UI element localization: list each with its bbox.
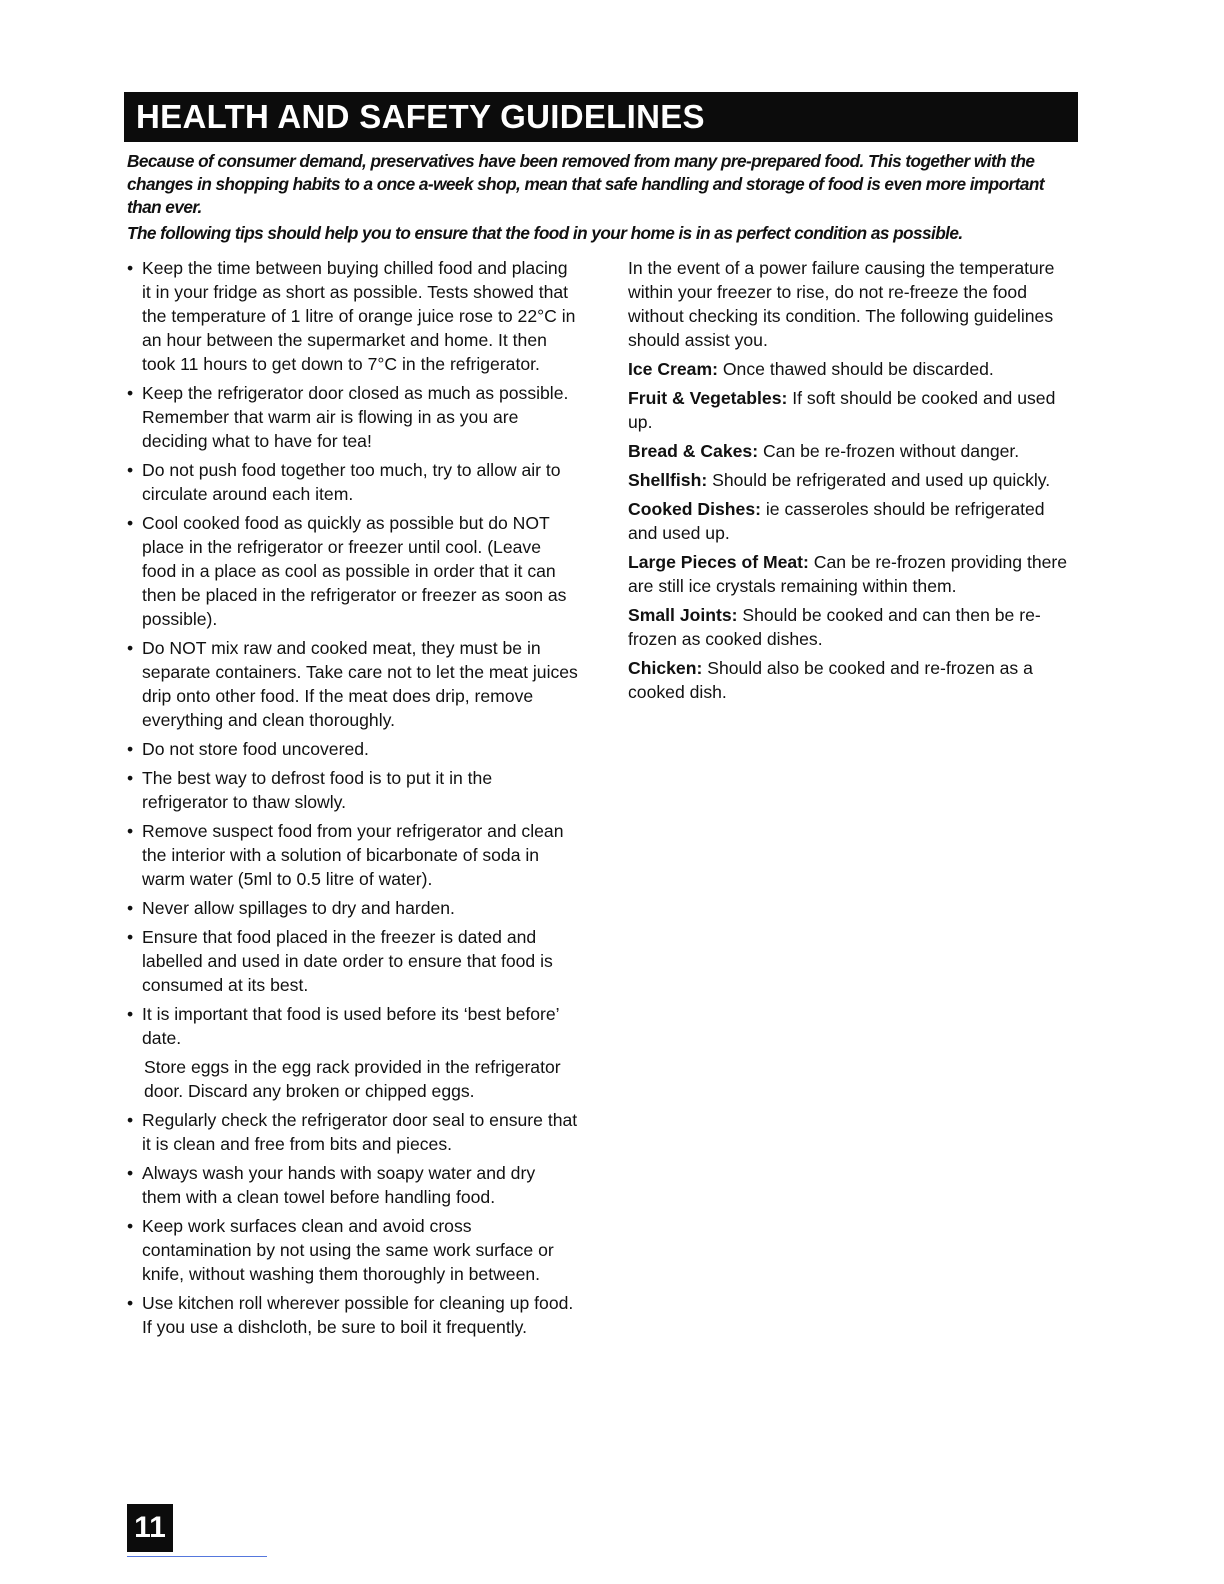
food-text: Should be cooked and can then be re-frozen as cooked dishes.: [628, 605, 1041, 649]
bullet-icon: •: [127, 1004, 134, 1024]
list-item: [127, 1291, 579, 1339]
tip-text: Do not push food together too much, try to allow air to circulate around each item.: [142, 460, 561, 504]
list-item: [127, 766, 579, 814]
food-label: Shellfish:: [628, 470, 708, 490]
tip-text: Use kitchen roll wherever possible for cleaning up food. If you use a dishcloth, be sure to boil it frequently.: [142, 1293, 574, 1337]
tips-column: [127, 256, 579, 1344]
food-label: Chicken:: [628, 658, 703, 678]
food-label: Ice Cream:: [628, 359, 718, 379]
bullet-icon: •: [127, 1216, 134, 1236]
tip-text: Never allow spillages to dry and harden.: [142, 898, 455, 918]
bullet-icon: •: [127, 258, 134, 278]
tip-text: It is important that food is used before its ‘best before’ date.: [142, 1004, 559, 1048]
page-number: 11: [127, 1504, 173, 1552]
food-text: Should also be cooked and re-frozen as a cooked dish.: [628, 658, 1033, 702]
bullet-icon: •: [127, 460, 134, 480]
tip-text: Cool cooked food as quickly as possible but do NOT place in the refrigerator or freezer until cool. (Leave food in a place as cool as possible in order that it can then be placed in the refrigerator or freezer as soon as possible).: [142, 513, 567, 629]
list-item: [127, 1002, 579, 1050]
power-failure-column: [628, 256, 1078, 709]
food-label: Bread & Cakes:: [628, 441, 759, 461]
footer-divider: [127, 1556, 267, 1557]
list-item: [127, 1214, 579, 1286]
food-text: If soft should be cooked and used up.: [628, 388, 1056, 432]
tip-text: Always wash your hands with soapy water and dry them with a clean towel before handling food.: [142, 1163, 536, 1207]
tip-text: Do NOT mix raw and cooked meat, they must be in separate containers. Take care not to let the meat juices drip onto other food. If the meat does drip, remove everything and clean thoroughly.: [142, 638, 578, 730]
tip-text: Keep the time between buying chilled food and placing it in your fridge as short as possible. Tests showed that the temperature of 1 litre of orange juice rose to 22°C in an hour between the supermarket and home. It then took 11 hours to get down to 7°C in the refrigerator.: [142, 258, 576, 374]
list-item: [127, 819, 579, 891]
tip-text: Ensure that food placed in the freezer is dated and labelled and used in date order to ensure that food is consumed at its best.: [142, 927, 553, 995]
food-guideline: [628, 468, 1078, 492]
food-guideline: [628, 656, 1078, 704]
bullet-icon: •: [127, 927, 134, 947]
list-item: [127, 737, 579, 761]
list-item: [127, 256, 579, 376]
intro-paragraph-1: Because of consumer demand, preservatives have been removed from many pre-prepared food. This together with the changes in shopping habits to a once a-week shop, mean that safe handling and storage of food is even more important than ever.: [127, 151, 1044, 217]
bullet-icon: •: [127, 821, 134, 841]
eggs-note: Store eggs in the egg rack provided in the refrigerator door. Discard any broken or chipped eggs.: [144, 1057, 561, 1101]
food-guideline: [628, 550, 1078, 598]
list-item: [127, 511, 579, 631]
food-guideline: [628, 357, 1078, 381]
bullet-icon: •: [127, 1163, 134, 1183]
food-guideline: [628, 386, 1078, 434]
food-guideline: [628, 603, 1078, 651]
list-item: [127, 925, 579, 997]
food-guideline: [628, 439, 1078, 463]
food-text: Should be refrigerated and used up quickly.: [712, 470, 1051, 490]
tips-list: [127, 256, 579, 1050]
bullet-icon: •: [127, 898, 134, 918]
list-item: [127, 636, 579, 732]
bullet-icon: •: [127, 739, 134, 759]
bullet-icon: •: [127, 1293, 134, 1313]
food-text: Once thawed should be discarded.: [722, 359, 994, 379]
bullet-icon: •: [127, 768, 134, 788]
tip-text: Remove suspect food from your refrigerator and clean the interior with a solution of bicarbonate of soda in warm water (5ml to 0.5 litre of water).: [142, 821, 564, 889]
bullet-icon: •: [127, 383, 134, 403]
tip-text: Keep work surfaces clean and avoid cross contamination by not using the same work surface or knife, without washing them thoroughly in between.: [142, 1216, 554, 1284]
tip-text: Keep the refrigerator door closed as much as possible. Remember that warm air is flowing in as you are deciding what to have for tea!: [142, 383, 569, 451]
title-banner: [124, 92, 1078, 142]
tips-list-continued: [127, 1108, 579, 1339]
list-item: [127, 896, 579, 920]
list-item: [127, 1161, 579, 1209]
list-item: [127, 1108, 579, 1156]
list-item: [127, 458, 579, 506]
food-label: Small Joints:: [628, 605, 738, 625]
intro-text: [127, 150, 1082, 245]
food-guideline: [628, 497, 1078, 545]
bullet-icon: •: [127, 1110, 134, 1130]
food-label: Fruit & Vegetables:: [628, 388, 788, 408]
food-text: Can be re-frozen providing there are still ice crystals remaining within them.: [628, 552, 1068, 596]
tip-text: Do not store food uncovered.: [142, 739, 369, 759]
food-label: Large Pieces of Meat:: [628, 552, 809, 572]
page-title: HEALTH AND SAFETY GUIDELINES: [136, 98, 705, 135]
list-item: [127, 381, 579, 453]
food-text: Can be re-frozen without danger.: [762, 441, 1020, 461]
intro-paragraph-2: The following tips should help you to ensure that the food in your home is in as perfect condition as possible.: [127, 223, 963, 243]
bullet-icon: •: [127, 638, 134, 658]
food-text: ie casseroles should be refrigerated and used up.: [628, 499, 1045, 543]
bullet-icon: •: [127, 513, 134, 533]
tip-text: The best way to defrost food is to put it in the refrigerator to thaw slowly.: [142, 768, 493, 812]
power-failure-intro: In the event of a power failure causing the temperature within your freezer to rise, do not re-freeze the food without checking its condition. The following guidelines should assist you.: [628, 258, 1055, 350]
tip-text: Regularly check the refrigerator door seal to ensure that it is clean and free from bits and pieces.: [142, 1110, 578, 1154]
food-label: Cooked Dishes:: [628, 499, 761, 519]
